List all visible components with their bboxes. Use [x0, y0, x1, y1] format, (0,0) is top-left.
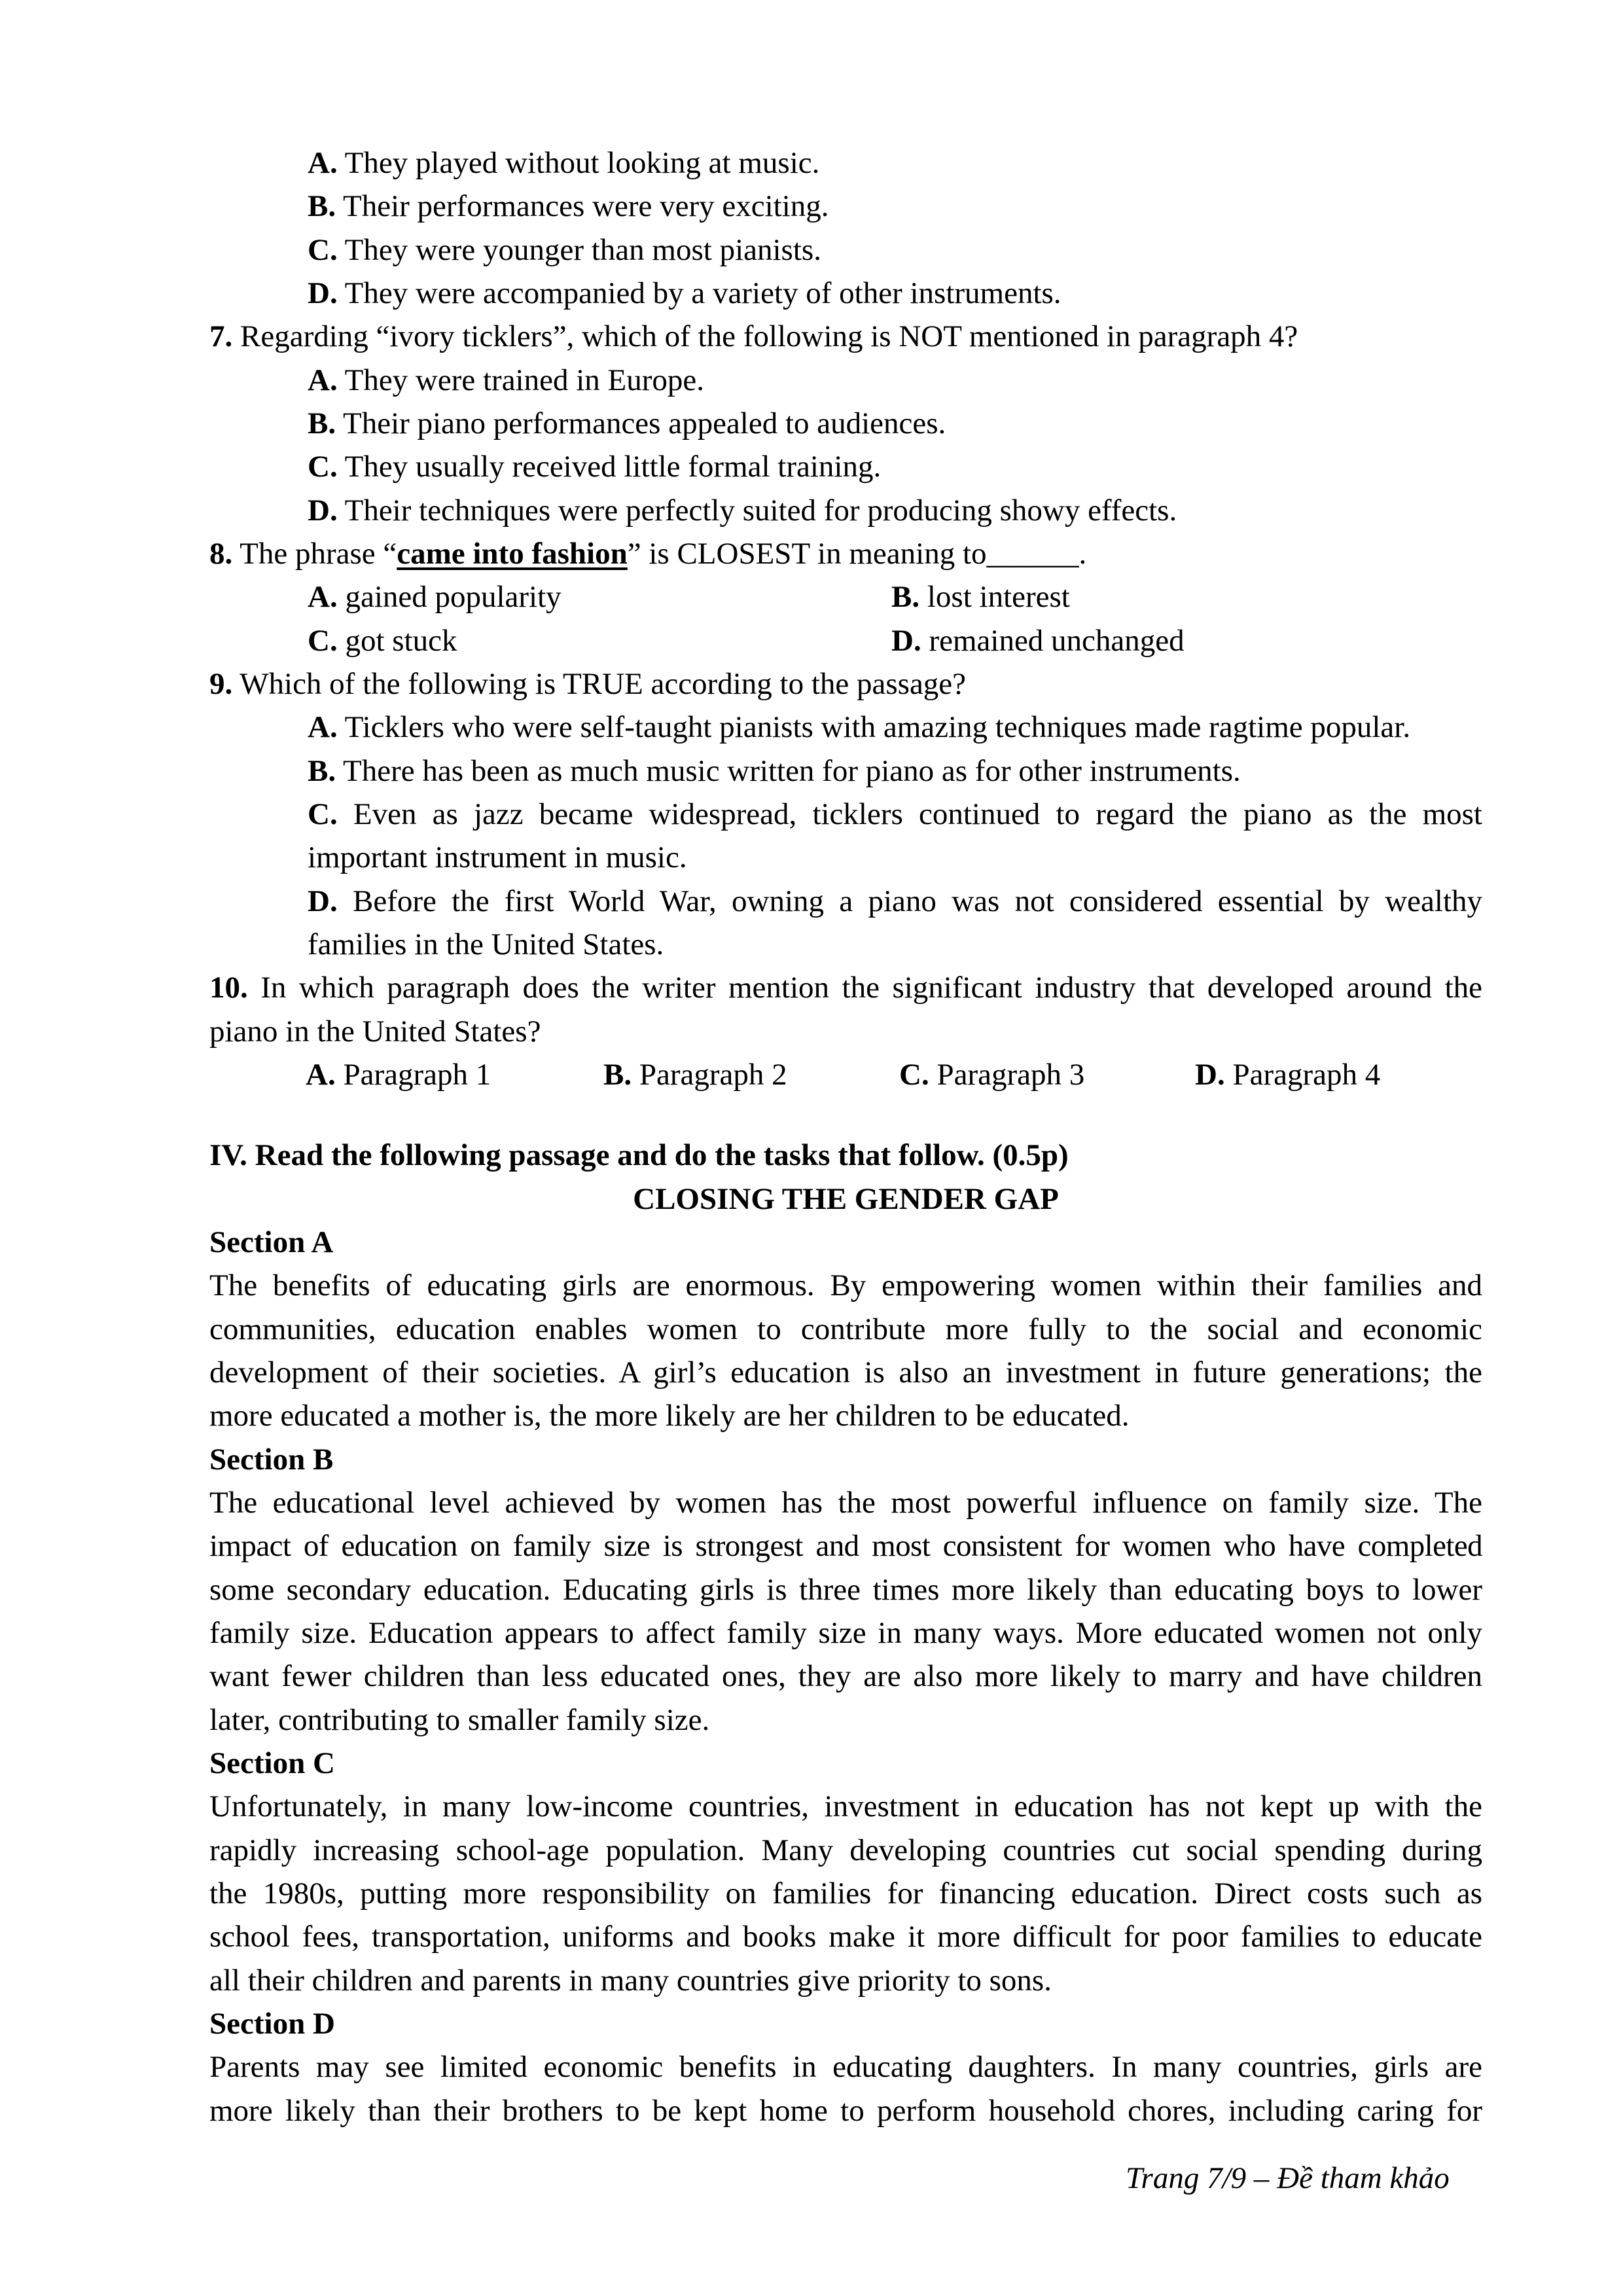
q8-option-a: [308, 582, 562, 613]
q10-option-b: [603, 1060, 787, 1090]
question-number: 7.: [209, 319, 233, 353]
option-text: Ticklers who were self-taught pianists with amazing techniques made ragtime popular.: [337, 710, 1411, 744]
question-text: piano in the United States?: [209, 1014, 541, 1049]
option-text: They were accompanied by a variety of other instruments.: [337, 276, 1061, 310]
q8-option-c: [308, 626, 457, 656]
q6-option-d: [308, 278, 1061, 309]
option-text: Paragraph 1: [335, 1058, 491, 1092]
option-letter: B.: [308, 754, 336, 788]
section-c-line: Unfortunately, in many low-income countries, investment in education has not kept up with the: [209, 1789, 1482, 1823]
question-8: [209, 539, 1086, 569]
option-text: remained unchanged: [921, 624, 1185, 658]
option-letter: C.: [308, 797, 338, 831]
option-text: Their piano performances appealed to audiences.: [336, 406, 946, 440]
q7-option-b: [308, 408, 946, 439]
q9-option-a: [308, 712, 1410, 743]
option-text: They usually received little formal training.: [337, 450, 882, 484]
option-text: They played without looking at music.: [337, 146, 820, 180]
section-c-line: school fees, transportation, uniforms and books make it more difficult for poor families to educate: [209, 1920, 1482, 1954]
q10-option-d: [1195, 1060, 1380, 1090]
option-text: There has been as much music written for piano as for other instruments.: [336, 754, 1241, 788]
q7-option-a: [308, 365, 704, 396]
section-a-line: communities, education enables women to contribute more fully to the social and economic: [209, 1312, 1482, 1346]
option-text: They were younger than most pianists.: [337, 233, 821, 267]
section-d-line: more likely than their brothers to be kept home to perform household chores, including caring for: [209, 2094, 1482, 2128]
section-b-line: want fewer children than less educated ones, they are also more likely to marry and have children: [209, 1659, 1482, 1693]
section-d-label: Section D: [209, 2007, 335, 2041]
question-9: [209, 669, 966, 700]
option-letter: C.: [899, 1058, 929, 1092]
option-letter: C.: [308, 450, 338, 484]
q10-option-c: [899, 1060, 1084, 1090]
option-letter: C.: [308, 624, 338, 658]
option-text: Their techniques were perfectly suited for producing showy effects.: [337, 493, 1177, 528]
question-text: Regarding “ivory ticklers”, which of the following is NOT mentioned in paragraph 4?: [232, 319, 1298, 353]
question-number: 9.: [209, 667, 233, 701]
section-c-label: Section C: [209, 1746, 335, 1780]
option-text: got stuck: [337, 624, 457, 658]
option-text: important instrument in music.: [308, 840, 687, 874]
q10-option-a: [306, 1060, 491, 1090]
question-text: The phrase “: [232, 537, 397, 571]
question-10-cont: [209, 1016, 541, 1047]
page-footer: Trang 7/9 – Đề tham khảo: [1126, 2161, 1450, 2195]
option-letter: A.: [308, 710, 338, 744]
option-letter: D.: [1195, 1058, 1225, 1092]
option-letter: D.: [308, 493, 338, 528]
passage-title: CLOSING THE GENDER GAP: [633, 1182, 1059, 1216]
option-letter: A.: [308, 146, 338, 180]
q9-option-b: [308, 756, 1241, 787]
question-7: [209, 321, 1298, 352]
part-iv-heading: IV. Read the following passage and do the tasks that follow. (0.5p): [209, 1138, 1069, 1172]
section-c-line: all their children and parents in many countries give priority to sons.: [209, 1964, 1052, 1998]
section-a-line: more educated a mother is, the more likely are her children to be educated.: [209, 1399, 1130, 1433]
option-letter: B.: [308, 406, 336, 440]
option-text: Paragraph 3: [929, 1058, 1085, 1092]
option-text: They were trained in Europe.: [337, 363, 705, 397]
question-number: 10.: [209, 971, 248, 1005]
q6-option-b: [308, 191, 829, 222]
option-text: Even as jazz became widespread, ticklers continued to regard the piano as the most: [337, 797, 1482, 831]
option-letter: B.: [603, 1058, 632, 1092]
section-c-line: rapidly increasing school-age population. Many developing countries cut social spending during: [209, 1833, 1482, 1867]
section-b-label: Section B: [209, 1443, 334, 1477]
option-text: Paragraph 2: [632, 1058, 787, 1092]
q7-option-c: [308, 452, 881, 482]
section-b-line: some secondary education. Educating girls is three times more likely than educating boys to lower: [209, 1573, 1482, 1607]
option-letter: A.: [306, 1058, 336, 1092]
section-a-line: The benefits of educating girls are enormous. By empowering women within their families and: [209, 1268, 1482, 1302]
section-b-line: The educational level achieved by women has the most powerful influence on family size. The: [209, 1486, 1482, 1520]
question-text-end: ” is CLOSEST in meaning to______.: [627, 537, 1087, 571]
section-a-label: Section A: [209, 1225, 334, 1259]
question-number: 8.: [209, 537, 233, 571]
option-text: Paragraph 4: [1224, 1058, 1381, 1092]
q8-option-b: [891, 582, 1070, 613]
question-10: [209, 973, 1482, 1003]
q8-option-d: [891, 626, 1185, 656]
q6-option-a: [308, 148, 819, 179]
section-b-line: impact of education on family size is strongest and most consistent for women who have completed: [209, 1529, 1482, 1563]
option-letter: A.: [308, 363, 338, 397]
option-text: lost interest: [919, 580, 1070, 614]
option-letter: D.: [308, 884, 338, 918]
question-text: In which paragraph does the writer mention the significant industry that developed around the: [247, 971, 1482, 1005]
option-letter: B.: [308, 189, 336, 223]
option-letter: D.: [891, 624, 921, 658]
option-letter: C.: [308, 233, 338, 267]
q9-option-d-cont: [308, 929, 664, 960]
option-text: Before the first World War, owning a piano was not considered essential by wealthy: [337, 884, 1482, 918]
highlighted-phrase: came into fashion: [397, 537, 628, 571]
option-letter: B.: [891, 580, 920, 614]
option-letter: A.: [308, 580, 338, 614]
section-c-line: the 1980s, putting more responsibility on families for financing education. Direct costs such as: [209, 1876, 1482, 1910]
option-letter: D.: [308, 276, 338, 310]
option-text: gained popularity: [337, 580, 562, 614]
q6-option-c: [308, 235, 821, 266]
section-d-line: Parents may see limited economic benefits in educating daughters. In many countries, girls are: [209, 2050, 1482, 2084]
q9-option-c-cont: [308, 842, 687, 873]
section-b-line: later, contributing to smaller family size.: [209, 1703, 710, 1737]
section-a-line: development of their societies. A girl’s education is also an investment in future generations; the: [209, 1355, 1482, 1390]
q9-option-c: [308, 799, 1482, 830]
option-text: families in the United States.: [308, 927, 664, 961]
q7-option-d: [308, 495, 1177, 526]
q9-option-d: [308, 886, 1482, 917]
section-b-line: family size. Education appears to affect family size in many ways. More educated women not only: [209, 1616, 1482, 1650]
option-text: Their performances were very exciting.: [336, 189, 829, 223]
question-text: Which of the following is TRUE according to the passage?: [232, 667, 967, 701]
